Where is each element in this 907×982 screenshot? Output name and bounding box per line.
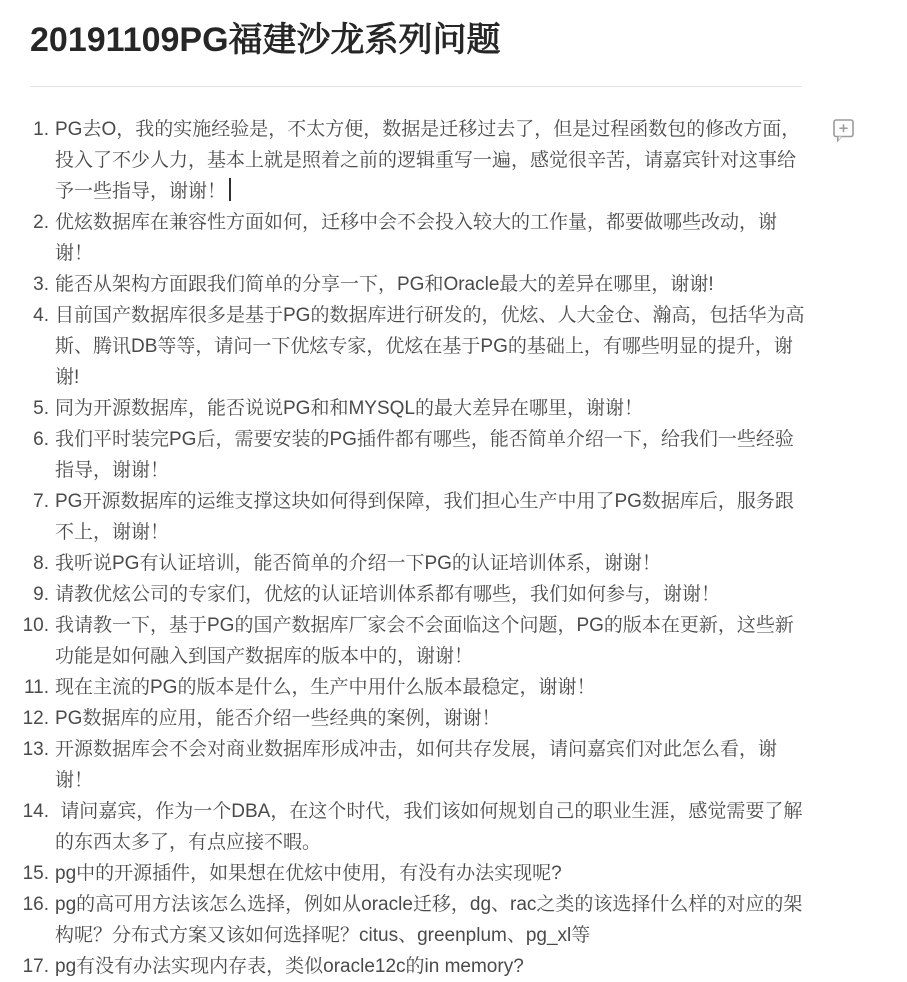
item-number: 11. [23,677,49,698]
item-text: 同为开源数据库，能否说说PG和和MYSQL的最大差异在哪里，谢谢！ [55,398,643,419]
text-cursor [229,178,231,201]
item-text: 我请教一下，基于PG的国产数据库厂家会不会面临这个问题，PG的版本在更新，这些新功能是如何融入到国产数据库的版本中的，谢谢！ [55,615,794,667]
item-number: 15. [22,863,49,884]
item-number: 2. [33,212,49,233]
question-item-14[interactable] [22,796,805,858]
speech-bubble-plus-icon [832,118,856,145]
item-text: pg中的开源插件，如果想在优炫中使用，有没有办法实现呢? [55,863,562,884]
item-text: 现在主流的PG的版本是什么，生产中用什么版本最稳定，谢谢！ [55,677,596,698]
item-text: 请问嘉宾，作为一个DBA，在这个时代，我们该如何规划自己的职业生涯，感觉需要了解的东西太多了，有点应接不暇。 [55,801,803,853]
item-text: 我听说PG有认证培训，能否简单的介绍一下PG的认证培训体系，谢谢！ [55,553,661,574]
page-title: 20191109PG福建沙龙系列问题 [30,21,501,59]
item-text: 开源数据库会不会对商业数据库形成冲击，如何共存发展，请问嘉宾们对此怎么看，谢谢！ [55,739,778,791]
item-number: 8. [33,553,49,574]
question-item-12[interactable] [22,703,805,734]
item-number: 10. [22,615,49,636]
question-item-17[interactable] [22,951,805,982]
item-text: pg的高可用方法该怎么选择，例如从oracle迁移，dg、rac之类的该选择什么样的对应的架构呢？分布式方案又该如何选择呢？citus、greenplum、pg_xl等 [55,894,803,946]
question-list [22,114,805,982]
question-item-2[interactable] [33,207,805,269]
item-text: 能否从架构方面跟我们简单的分享一下，PG和Oracle最大的差异在哪里，谢谢! [55,274,714,295]
item-text: PG数据库的应用，能否介绍一些经典的案例，谢谢！ [55,708,501,729]
question-item-9[interactable] [33,579,805,610]
item-number: 14. [22,801,49,822]
question-item-3[interactable] [33,269,805,300]
question-item-10[interactable] [22,610,805,672]
item-text: 优炫数据库在兼容性方面如何，迁移中会不会投入较大的工作量，都要做哪些改动，谢谢！ [55,212,778,264]
question-item-16[interactable] [22,889,805,951]
item-text: 请教优炫公司的专家们，优炫的认证培训体系都有哪些，我们如何参与，谢谢！ [55,584,721,605]
item-number: 9. [33,584,49,605]
item-text: 我们平时装完PG后，需要安装的PG插件都有哪些，能否简单介绍一下，给我们一些经验指导，谢谢！ [55,429,794,481]
item-text: PG去O，我的实施经验是，不太方便，数据是迁移过去了，但是过程函数包的修改方面，投入了不少人力，基本上就是照着之前的逻辑重写一遍，感觉很辛苦，请嘉宾针对这事给予一些指导，谢谢！ [55,119,801,202]
add-comment-button[interactable] [832,118,856,145]
question-item-8[interactable] [33,548,805,579]
item-number: 17. [22,956,49,977]
item-number: 6. [33,429,49,450]
document-content [22,0,805,982]
item-number: 3. [33,274,49,295]
question-item-4[interactable] [33,300,805,393]
question-item-7[interactable] [33,486,805,548]
item-number: 5. [33,398,49,419]
item-text: 目前国产数据库很多是基于PG的数据库进行研发的，优炫、人大金仓、瀚高，包括华为高斯、腾讯DB等等，请问一下优炫专家，优炫在基于PG的基础上，有哪些明显的提升，谢谢! [55,305,805,388]
item-number: 12. [22,708,49,729]
item-text: PG开源数据库的运维支撑这块如何得到保障，我们担心生产中用了PG数据库后，服务跟不上，谢谢！ [55,491,794,543]
question-item-1[interactable] [33,114,805,207]
item-text: pg有没有办法实现内存表，类似oracle12c的in memory? [55,956,524,977]
item-number: 4. [33,305,49,326]
item-number: 16. [22,894,49,915]
item-number: 13. [22,739,49,760]
question-item-13[interactable] [22,734,805,796]
question-item-11[interactable] [23,672,805,703]
title-divider [30,86,802,87]
question-item-6[interactable] [33,424,805,486]
item-number: 1. [33,119,49,140]
question-item-5[interactable] [33,393,805,424]
item-number: 7. [33,491,49,512]
question-item-15[interactable] [22,858,805,889]
